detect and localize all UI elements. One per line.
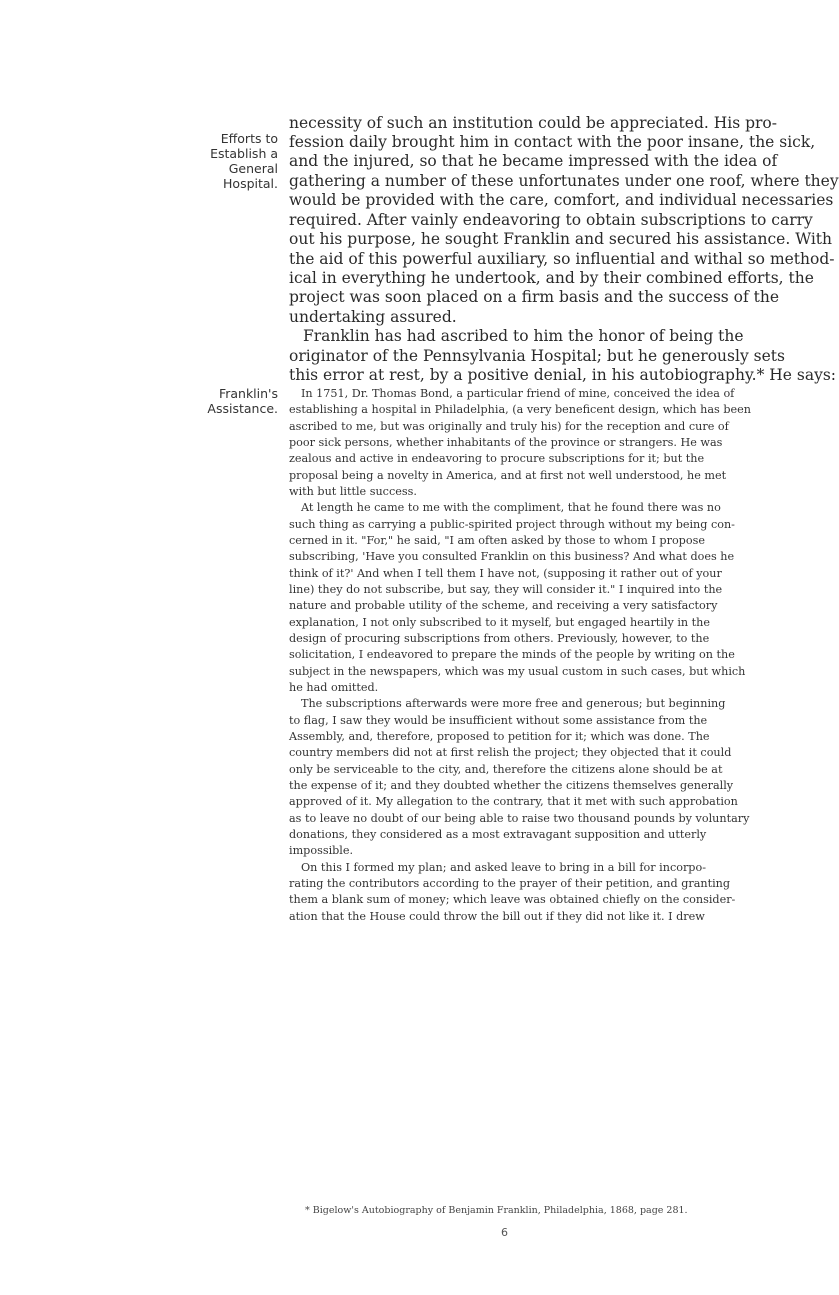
quote-line: ascribed to me, but was originally and truly his) for the reception and cure of <box>289 419 729 433</box>
quote-line: At length he came to me with the compliment, that he found there was no <box>301 501 721 515</box>
quote-line: rating the contributors according to the prayer of their petition, and granting <box>289 876 731 890</box>
quote-line: only be serviceable to the city, and, therefore the citizens alone should be at <box>289 762 723 776</box>
body-line: required. After vainly endeavoring to obtain subscriptions to carry <box>289 211 813 229</box>
body-line: would be provided with the care, comfort, and individual necessaries <box>289 191 834 209</box>
quote-line: with but little success. <box>289 484 417 498</box>
quote-line: proposal being a novelty in America, and at first not well understood, he met <box>289 468 727 482</box>
quote-line: to flag, I saw they would be insufficient without some assistance from the <box>289 713 708 727</box>
margin-note-efforts: Efforts to Establish a General Hospital. <box>210 131 278 191</box>
quote-line: The subscriptions afterwards were more free and generous; but beginning <box>301 697 726 711</box>
quote-line: subscribing, 'Have you consulted Franklin on this business? And what does he <box>289 550 735 564</box>
quote-line: In 1751, Dr. Thomas Bond, a particular friend of mine, conceived the idea of <box>301 387 735 400</box>
quote-line: approved of it. My allegation to the contrary, that it met with such approbation <box>289 795 738 809</box>
quote-line: as to leave no doubt of our being able to raise two thousand pounds by voluntary <box>289 811 750 825</box>
quote-line: poor sick persons, whether inhabitants of the province or strangers. He was <box>289 435 723 449</box>
quote-line: cerned in it. "For," he said, "I am often asked by those to whom I propose <box>289 533 705 547</box>
quote-line: them a blank sum of money; which leave was obtained chiefly on the consider- <box>289 893 736 907</box>
body-line: Franklin has had ascribed to him the honor of being the <box>303 327 744 345</box>
body-line: out his purpose, he sought Franklin and secured his assistance. With <box>289 230 833 248</box>
body-line: gathering a number of these unfortunates under one roof, where they <box>289 172 839 190</box>
footnote: * Bigelow's Autobiography of Benjamin Franklin, Philadelphia, 1868, page 281. <box>305 1205 688 1216</box>
quote-line: establishing a hospital in Philadelphia, (a very beneficent design, which has been <box>289 403 751 417</box>
quote-line: explanation, I not only subscribed to it myself, but engaged heartily in the <box>289 615 710 629</box>
body-line: this error at rest, by a positive denial, in his autobiography.* He says: <box>289 366 837 384</box>
quote-line: such thing as carrying a public-spirited project through without my being con- <box>289 517 735 531</box>
quote-line: subject in the newspapers, which was my usual custom in such cases, but which <box>289 664 746 678</box>
quote-line: impossible. <box>289 844 354 858</box>
quote-line: ation that the House could throw the bill out if they did not like it. I drew <box>289 909 705 923</box>
quote-line: design of procuring subscriptions from others. Previously, however, to the <box>289 631 710 645</box>
quote-line: zealous and active in endeavoring to procure subscriptions for it; but the <box>289 452 705 466</box>
quote-line: think of it?' And when I tell them I have not, (supposing it rather out of your <box>289 566 722 580</box>
body-line: necessity of such an institution could be appreciated. His pro- <box>289 114 777 132</box>
quote-line: line) they do not subscribe, but say, they will consider it." I inquired into the <box>289 582 723 596</box>
quote-line: nature and probable utility of the scheme, and receiving a very satisfactory <box>289 599 718 613</box>
body-line: project was soon placed on a firm basis and the success of the <box>289 288 780 306</box>
margin-note-assistance: Franklin's Assistance. <box>207 386 278 416</box>
quote-line: On this I formed my plan; and asked leave to bring in a bill for incorpo- <box>301 860 706 874</box>
quote-line: country members did not at first relish the project; they objected that it could <box>289 746 732 760</box>
quote-line: the expense of it; and they doubted whether the citizens themselves generally <box>289 778 734 792</box>
quote-line: he had omitted. <box>289 680 379 694</box>
body-line: originator of the Pennsylvania Hospital; but he generously sets <box>289 347 785 365</box>
body-line: fession daily brought him in contact with the poor insane, the sick, <box>289 133 816 151</box>
quote-line: donations, they considered as a most extravagant supposition and utterly <box>289 827 707 841</box>
body-line: the aid of this powerful auxiliary, so influential and withal so method- <box>289 250 835 268</box>
body-line: and the injured, so that he became impressed with the idea of <box>289 152 778 170</box>
body-line: undertaking assured. <box>289 308 457 326</box>
quote-line: solicitation, I endeavored to prepare the minds of the people by writing on the <box>289 648 735 662</box>
page-number: 6 <box>501 1226 508 1239</box>
quote-line: Assembly, and, therefore, proposed to petition for it; which was done. The <box>289 729 710 743</box>
body-line: ical in everything he undertook, and by their combined efforts, the <box>289 269 814 287</box>
